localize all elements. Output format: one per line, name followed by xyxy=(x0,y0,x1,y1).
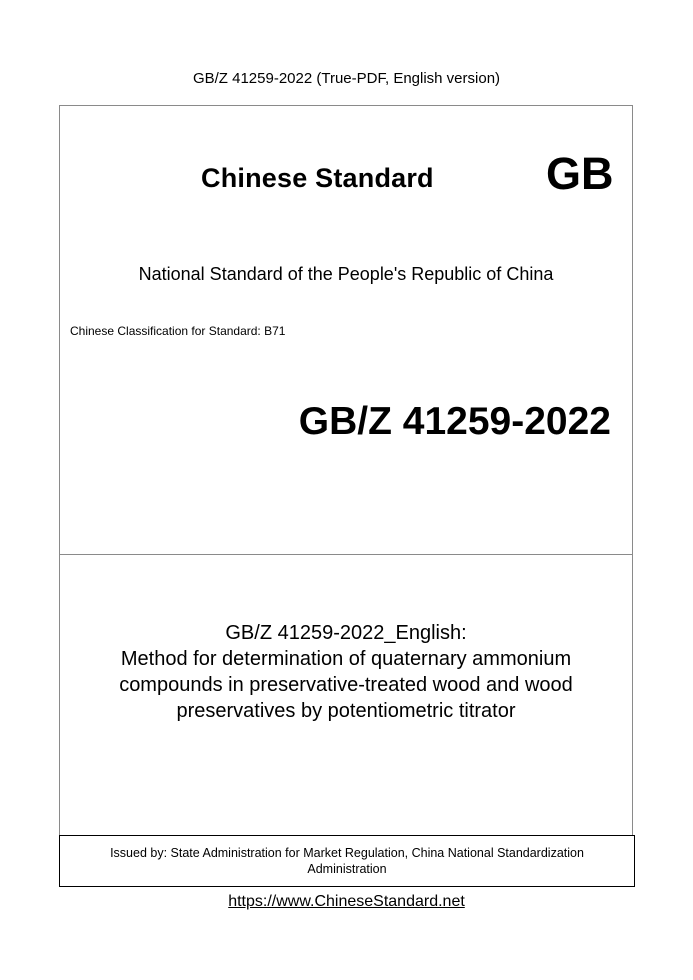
document-header-label: GB/Z 41259-2022 (True-PDF, English version) xyxy=(192,70,501,87)
cover-lower-section xyxy=(60,555,632,836)
website-link-container xyxy=(0,893,693,911)
issuer-box xyxy=(59,835,635,887)
document-title xyxy=(60,620,632,724)
document-title-line: Method for determination of quaternary ammonium xyxy=(120,648,572,670)
standard-number: GB/Z 41259-2022 xyxy=(298,400,611,443)
issuer-line: Administration xyxy=(307,862,387,876)
document-title-line: preservatives by potentiometric titrator xyxy=(176,700,516,722)
standard-type-title: Chinese Standard xyxy=(201,163,434,193)
issuer-line: Issued by: State Administration for Market Regulation, China National Standardization xyxy=(110,846,584,860)
national-standard-title: National Standard of the People's Republic of China xyxy=(138,264,554,284)
document-title-line: compounds in preservative-treated wood and wood xyxy=(119,674,573,696)
document-title-line: GB/Z 41259-2022_English: xyxy=(225,622,467,644)
cover-upper-section xyxy=(60,106,632,555)
gb-mark: GB xyxy=(546,148,614,199)
website-link[interactable]: https://www.ChineseStandard.net xyxy=(228,893,465,910)
classification-label: Chinese Classification for Standard: B71 xyxy=(70,324,286,338)
cover-frame xyxy=(59,105,633,885)
